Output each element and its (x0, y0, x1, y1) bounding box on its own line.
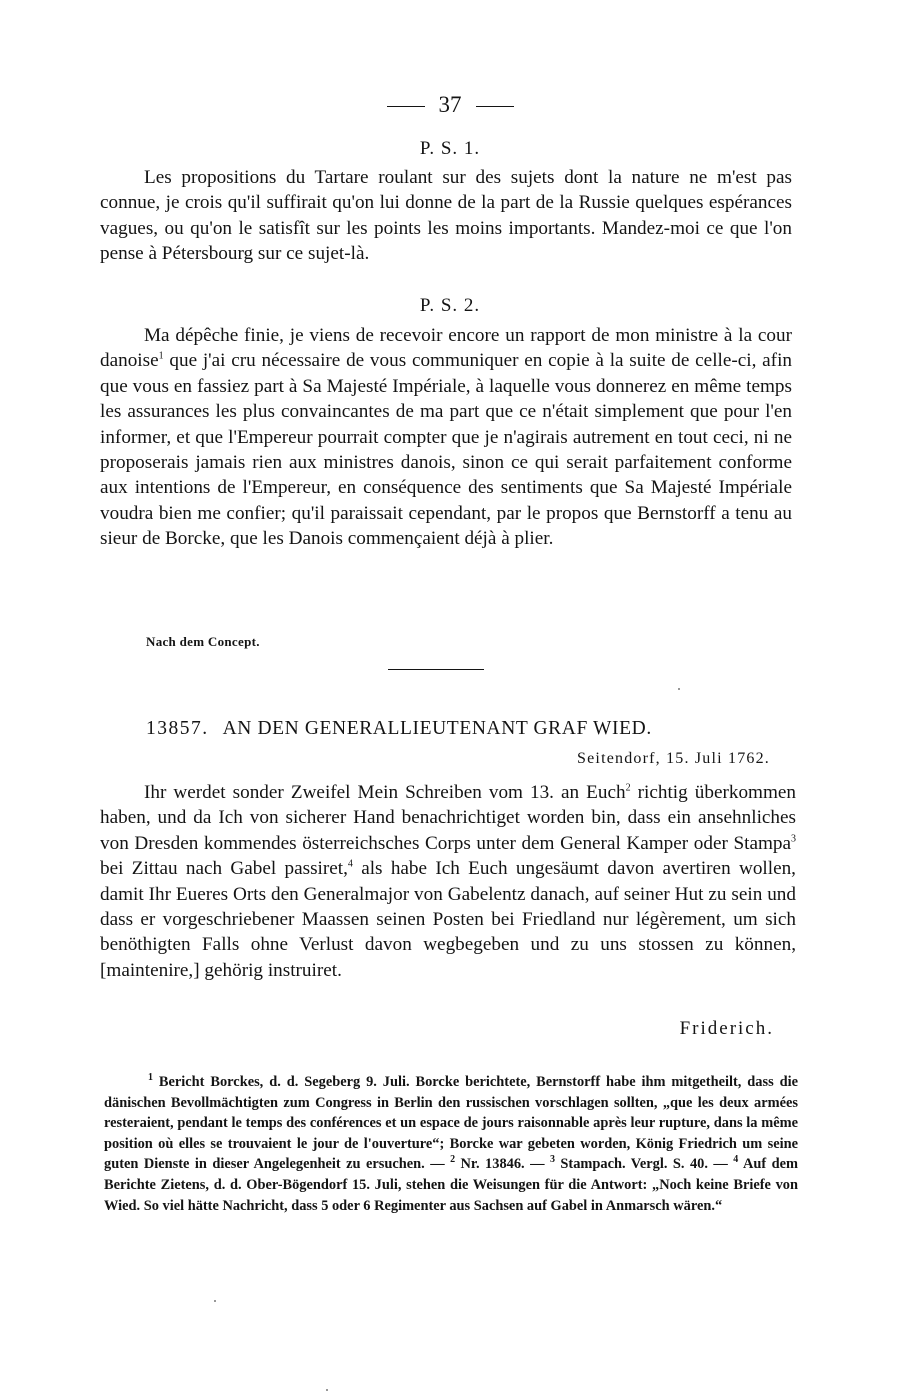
ps1-heading: P. S. 1. (419, 138, 481, 159)
ps2-text-part2: que j'ai cru nécessaire de vous communiquer en copie à la suite de celle-ci, afin que vous en fassiez part à Sa Majesté Impériale, à laquelle vous donnerez en même temps les assurances les plus convaincantes de ma part que ce n'était simplement que pour l'en informer, et que l'Empereur pourrait compter que je n'agirais autrement en tout ceci, ni ne proposerais jamais rien aux ministres danois, sinon ce qui serait parfaitement conforme aux intentions de l'Empereur, en conséquence des sentiments que Sa Majesté Impériale voudra bien me confier; qu'il paraissait cependant, par le propos que Bernstorff a tenu au sieur de Borcke, que les Danois commençaient déjà à plier. (100, 350, 792, 550)
footnote-mark-2: 2 (450, 1154, 456, 1166)
letter-text-2: richtig überkommen haben, und da Ich von sicherer Hand benachrichtiget worden bin, dass ein ansehnliches von Dresden kommendes österreichsches Corps unter dem General Kamper oder Stampa (100, 782, 796, 854)
footnote-ref-3: 3 (791, 833, 796, 845)
letter-text-4: als habe Ich Euch ungesäumt davon avertiren wollen, damit Ihr Eueres Orts den Generalmajor von Gabelentz danach, auf seiner Hut zu sein und dass er vorgeschriebener Maassen seinen Posten bei Friedland nur légèrement, um sich benöthigten Falls ohne Verlust davon wegbegeben und zu uns stossen zu können, [maintenire,] gehörig instruiret. (100, 858, 796, 981)
letter-text-1: Ihr werdet sonder Zweifel Mein Schreiben vom 13. an Euch (144, 782, 626, 803)
source-note: Nach dem Concept. (146, 634, 260, 649)
footnote-1-text: Bericht Borckes, d. d. Segeberg 9. Juli. Borcke berichtete, Bernstorff habe ihm mitgetheilt, dass die dänischen Bevollmächtigten zum Congress in Berlin den russischen vorschlagen sollten, „que les deux armées resteraient, pendant le temps des conférences et un espace de jours raisonnable après leur rupture, dans la même position où elles se trouvaient le jour de l'ouverture“; Borcke war gebeten worden, König Friedrich um seine guten Dienste in dieser Angelegenheit zu ersuchen. — (104, 1074, 798, 1173)
footnote-2-text: Nr. 13846. — (455, 1156, 550, 1173)
left-dash (387, 106, 425, 107)
footnote-ref-2: 2 (625, 782, 631, 794)
speck (678, 688, 680, 690)
page-number-line (0, 88, 900, 122)
footnote-ref-4: 4 (347, 858, 353, 870)
entry-number: 13857. (146, 718, 209, 739)
footnote-mark-3: 3 (549, 1154, 555, 1166)
footnote-4-text: Auf dem Berichte Zietens, d. d. Ober-Bögendorf 15. Juli, stehen die Weisungen für die Antwort: „Noch keine Briefe von Wied. So viel hätte Nachricht, dass 5 oder 6 Regimenter aus Sachsen auf Gabel in Anmarsch wären.“ (104, 1156, 798, 1214)
ps1-paragraph: Les propositions du Tartare roulant sur des sujets dont la nature ne m'est pas connue, je crois qu'il suffirait qu'on lui donne de la part de la Russie quelques espérances vagues, ou qu'on le satisfît sur les points les moins importants. Mandez-moi ce que l'on pense à Pétersbourg sur ce sujet-là. (100, 167, 792, 265)
right-dash (476, 106, 514, 107)
section-divider (388, 669, 484, 670)
entry-dateline: Seitendorf, 15. Juli 1762. (577, 750, 770, 767)
ps2-paragraph (100, 323, 792, 552)
footnotes (104, 1072, 798, 1216)
speck (326, 1389, 328, 1391)
signature: Friderich. (679, 1018, 774, 1039)
letter-text-3: bei Zittau nach Gabel passiret, (100, 858, 348, 880)
ps2-text-part1: Ma dépêche finie, je viens de recevoir encore un rapport de mon ministre à la cour danoise (100, 325, 792, 372)
ps2-heading: P. S. 2. (419, 295, 481, 316)
letter-body (100, 780, 796, 983)
speck (214, 1300, 216, 1302)
footnote-3-text: Stampach. Vergl. S. 40. — (554, 1156, 734, 1173)
page-number: 37 (438, 92, 462, 117)
entry-title: AN DEN GENERALLIEUTENANT GRAF WIED. (222, 718, 652, 739)
entry-heading (146, 718, 652, 740)
footnote-ref-1: 1 (158, 351, 164, 363)
footnote-mark-4: 4 (733, 1154, 739, 1166)
footnote-mark-1: 1 (148, 1072, 153, 1084)
